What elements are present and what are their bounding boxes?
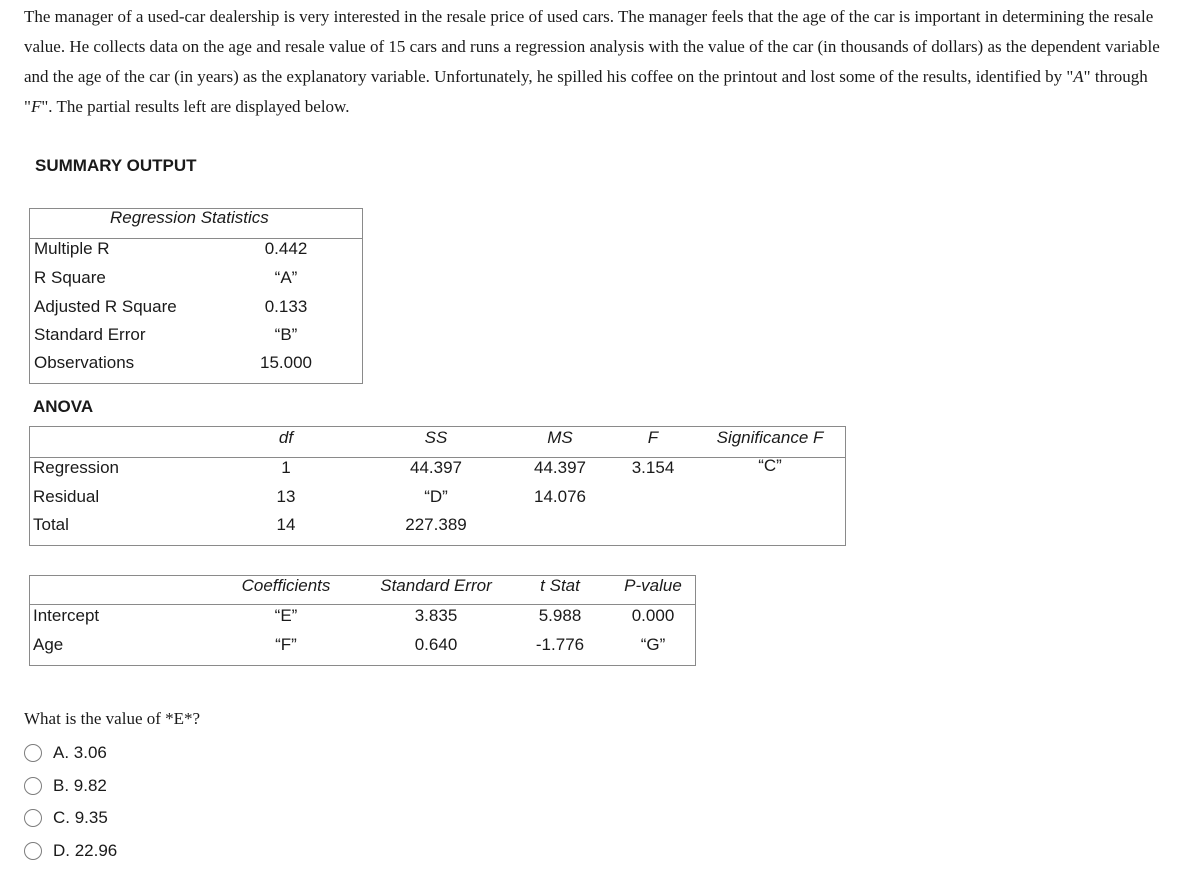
radio-button-icon[interactable]	[24, 777, 42, 795]
anova-cell: 1	[281, 458, 291, 477]
anova-cell: 44.397	[534, 458, 586, 477]
stat-value: 15.000	[260, 353, 312, 372]
option-c[interactable]	[24, 806, 108, 830]
coef-cell: 5.988	[538, 606, 582, 625]
coef-header-t-stat: t Stat	[540, 576, 580, 595]
radio-button-icon[interactable]	[24, 809, 42, 827]
anova-cell: 14	[276, 515, 296, 534]
stat-value: “A”	[274, 268, 298, 287]
anova-cell: 13	[276, 487, 296, 506]
radio-button-icon[interactable]	[24, 744, 42, 762]
stat-value: 0.133	[264, 297, 308, 316]
anova-row-label: Residual	[33, 487, 100, 506]
stat-value: “B”	[274, 325, 298, 344]
regression-statistics-header: Regression Statistics	[110, 208, 269, 227]
coef-cell: 0.000	[631, 606, 675, 625]
option-label: A. 3.06	[53, 743, 107, 762]
anova-row-label: Total	[33, 515, 69, 534]
coef-row-label: Intercept	[33, 606, 100, 625]
question-text: What is the value of *E*?	[24, 709, 201, 728]
table-divider	[29, 604, 696, 605]
option-d[interactable]	[24, 839, 117, 863]
option-a[interactable]	[24, 741, 107, 765]
coef-cell: -1.776	[535, 635, 585, 654]
anova-header-significance-f: Significance F	[716, 428, 824, 447]
letter-a: A	[1073, 67, 1084, 86]
stat-label: Multiple R	[34, 239, 110, 258]
coef-header-coefficients: Coefficients	[241, 576, 331, 595]
anova-cell: “C”	[758, 456, 782, 475]
anova-header-f: F	[647, 428, 659, 447]
anova-cell: 44.397	[410, 458, 462, 477]
stat-label: Adjusted R Square	[34, 297, 177, 316]
anova-cell: 14.076	[534, 487, 586, 506]
summary-output-title: SUMMARY OUTPUT	[35, 156, 197, 175]
option-label: D. 22.96	[53, 841, 118, 860]
coef-header-standard-error: Standard Error	[380, 576, 492, 595]
anova-row-label: Regression	[33, 458, 119, 477]
anova-header-ms: MS	[547, 428, 573, 447]
coef-cell: 0.640	[414, 635, 458, 654]
stat-label: Standard Error	[34, 325, 146, 344]
option-label: B. 9.82	[53, 776, 107, 795]
stat-value: 0.442	[264, 239, 308, 258]
anova-cell: 227.389	[405, 515, 467, 534]
coef-cell: “E”	[274, 606, 298, 625]
coef-cell: “F”	[275, 635, 297, 654]
stat-label: R Square	[34, 268, 106, 287]
letter-f: F	[30, 97, 42, 116]
coef-header-p-value: P-value	[624, 576, 682, 595]
anova-header-df: df	[278, 428, 294, 447]
stat-label: Observations	[34, 353, 135, 372]
problem-statement: The manager of a used-car dealership is very interested in the resale price of used cars. The manager feels that the age of the car is important in determining the resale value. He collects data on the age and resale value of 15 cars and runs a regression analysis with the value of the car (in thousands of dollars) as the dependent variable and the age of the car (in years) as the explanatory variable. Unfortunately, he spilled his coffee on the printout and lost some of the results, identified by "A" through "F". The partial results left are displayed below.	[24, 7, 1160, 116]
coefficients-table	[29, 575, 696, 666]
coef-row-label: Age	[33, 635, 64, 654]
radio-button-icon[interactable]	[24, 842, 42, 860]
anova-cell: “D”	[424, 487, 448, 506]
option-label: C. 9.35	[53, 808, 108, 827]
coef-cell: 3.835	[414, 606, 458, 625]
anova-header-ss: SS	[424, 428, 448, 447]
anova-title: ANOVA	[33, 397, 94, 416]
option-b[interactable]	[24, 774, 107, 798]
coef-cell: “G”	[640, 635, 666, 654]
anova-cell: 3.154	[631, 458, 675, 477]
